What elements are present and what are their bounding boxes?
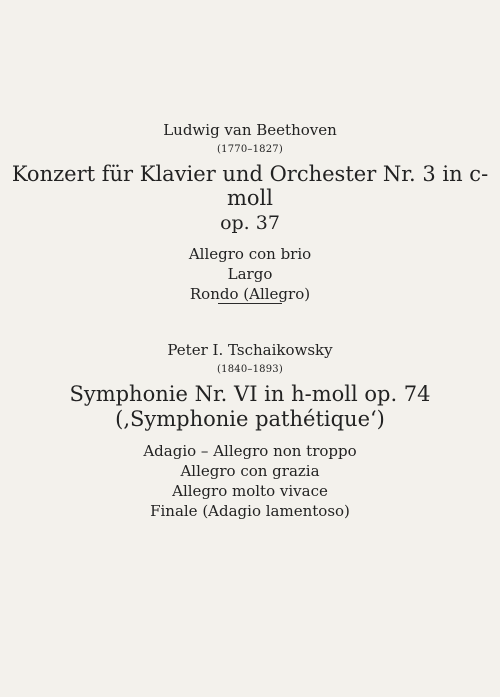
work-tschaikowsky	[0, 341, 500, 521]
work-subtitle: (‚Symphonie pathétique‘)	[115, 407, 385, 431]
composer-name: Peter I. Tschaikowsky	[167, 341, 333, 359]
movement-item: Allegro molto vivace	[172, 482, 328, 500]
work-opus: op. 37	[220, 212, 280, 234]
composer-name: Ludwig van Beethoven	[163, 121, 337, 139]
movement-item: Allegro con grazia	[180, 462, 320, 480]
composer-dates: (1840–1893)	[217, 364, 283, 375]
movement-item: Adagio – Allegro non troppo	[143, 442, 357, 460]
work-title: Konzert für Klavier und Orchester Nr. 3 in c-moll	[11, 162, 489, 210]
movement-item: Allegro con brio	[188, 245, 312, 263]
work-title: Symphonie Nr. VI in h-moll op. 74	[69, 382, 431, 406]
movement-list	[0, 441, 500, 521]
movement-item: Largo	[227, 265, 273, 283]
work-beethoven	[0, 121, 500, 304]
section-divider	[218, 303, 282, 304]
movement-item: Rondo (Allegro)	[189, 285, 311, 303]
movement-list	[0, 244, 500, 304]
composer-dates: (1770–1827)	[217, 144, 283, 155]
movement-item: Finale (Adagio lamentoso)	[150, 502, 350, 520]
